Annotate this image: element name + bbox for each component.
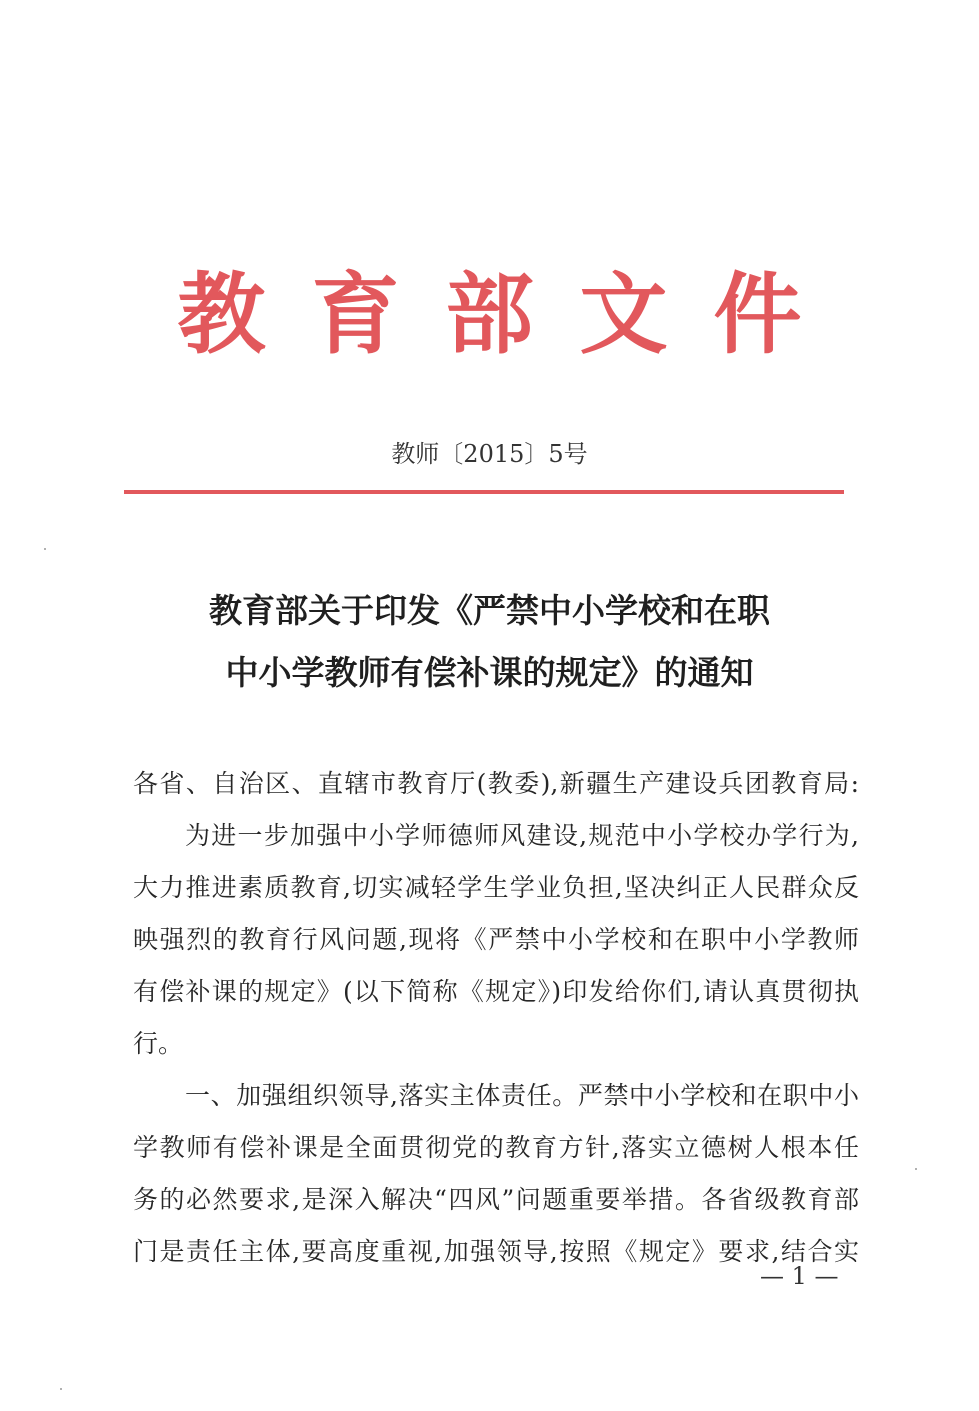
body-line: 一、加强组织领导,落实主体责任。严禁中小学校和在职中小	[185, 1081, 859, 1110]
body-line-salutation: 各省、自治区、直辖市教育厅(教委),新疆生产建设兵团教育局:	[133, 769, 859, 798]
body-line: 大力推进素质教育,切实减轻学生学业负担,坚决纠正人民群众反	[133, 873, 859, 902]
scan-speck	[60, 1388, 62, 1390]
page-number: — 1 —	[760, 1262, 839, 1290]
red-divider-line	[124, 490, 844, 494]
document-number: 教师〔2015〕5号	[391, 440, 588, 468]
body-line: 映强烈的教育行风问题,现将《严禁中小学校和在职中小学教师	[133, 925, 859, 954]
document-title-line-1: 教育部关于印发《严禁中小学校和在职	[209, 591, 770, 630]
document-title-line-2: 中小学教师有偿补课的规定》的通知	[225, 653, 754, 692]
body-line: 学教师有偿补课是全面贯彻党的教育方针,落实立德树人根本任	[133, 1133, 859, 1162]
masthead-title: 教育部文件	[177, 262, 848, 366]
body-line: 门是责任主体,要高度重视,加强领导,按照《规定》要求,结合实	[133, 1237, 859, 1266]
body-line: 行。	[133, 1029, 184, 1058]
scan-speck	[44, 548, 46, 550]
document-body	[133, 758, 859, 1278]
body-line: 有偿补课的规定》(以下简称《规定》)印发给你们,请认真贯彻执	[133, 977, 859, 1006]
body-line: 务的必然要求,是深入解决“四风”问题重要举措。各省级教育部	[133, 1185, 859, 1214]
body-line: 为进一步加强中小学师德师风建设,规范中小学校办学行为,	[185, 821, 859, 850]
scan-speck	[915, 1168, 917, 1170]
